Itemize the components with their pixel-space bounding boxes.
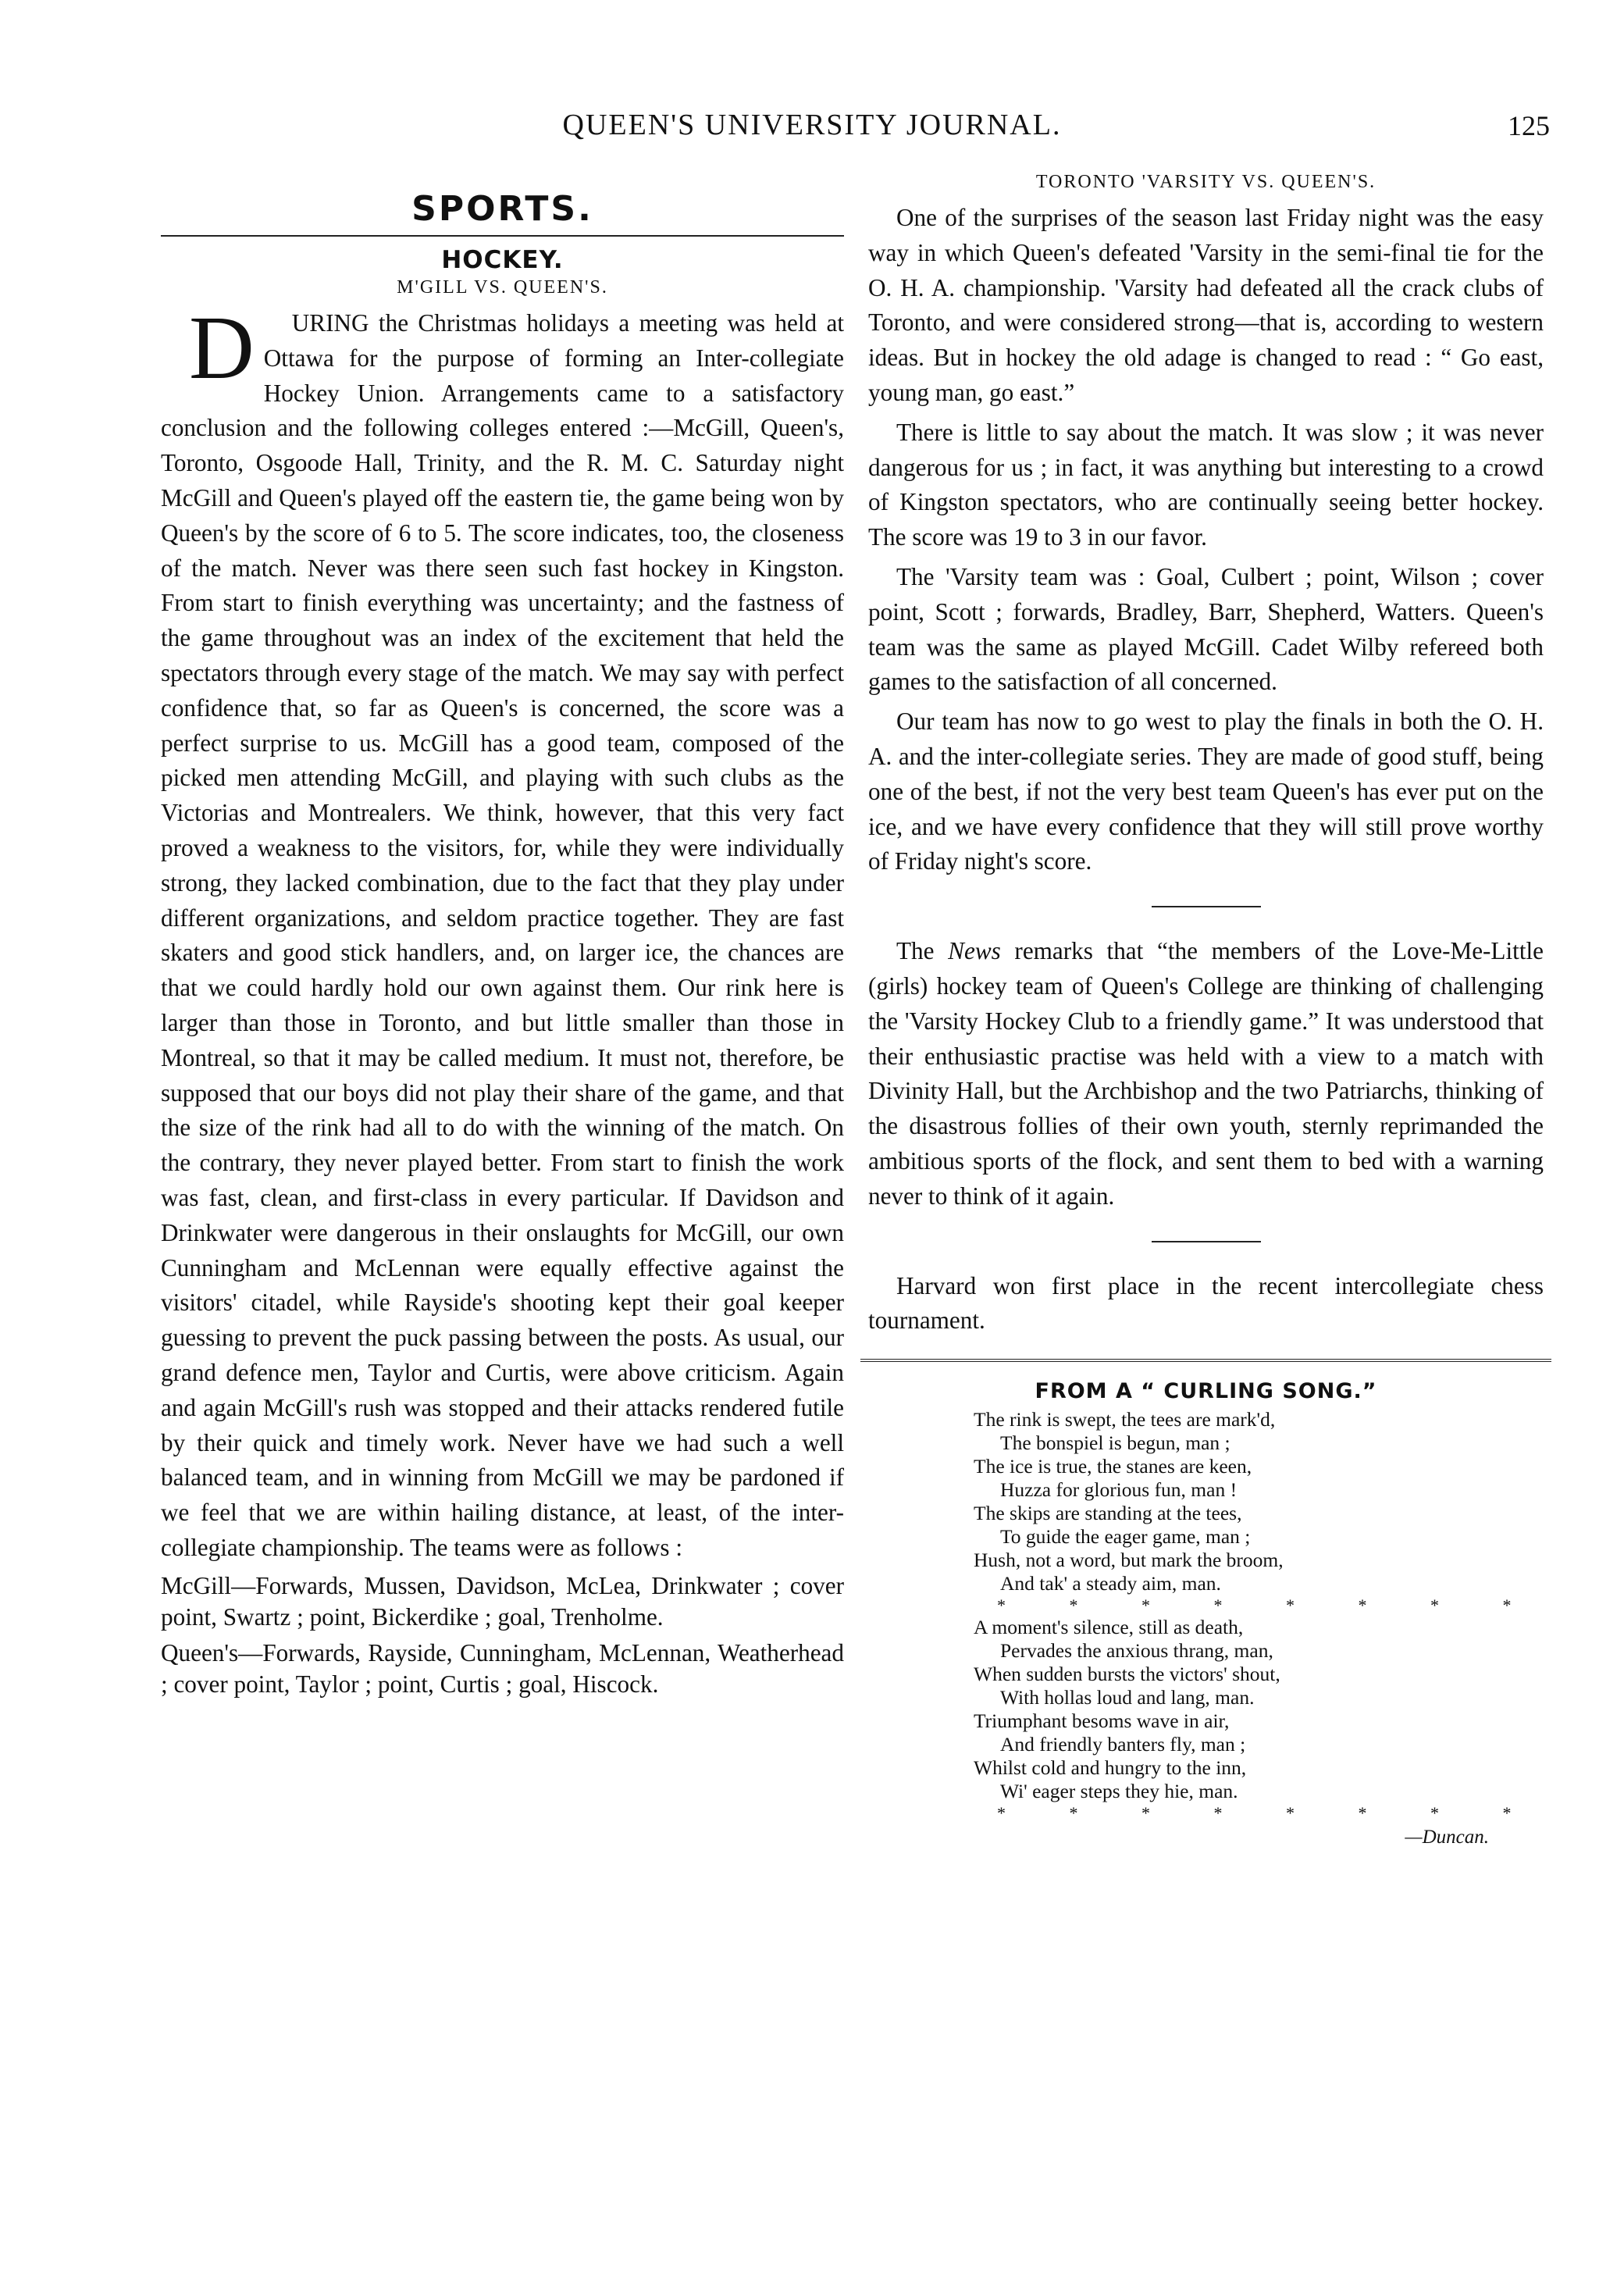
poem-line: And friendly banters fly, man ; — [1000, 1733, 1246, 1756]
poem-line: With hollas loud and lang, man. — [1000, 1686, 1255, 1709]
left-column — [161, 172, 844, 1705]
news-text-start: The — [896, 937, 949, 965]
mcgill-report-paragraph — [161, 298, 844, 1566]
toronto-paragraph-4: Our team has now to go west to play the finals in both the O. H. A. and the inter-collegiate series. They are made of good stuff, being one of the best, if not the very best team Queen's has ever put on the ice, and we have every confidence that they will still prove worthy of Friday night's score. — [868, 708, 1544, 875]
toronto-paragraph-3: The 'Varsity team was : Goal, Culbert ; point, Wilson ; cover point, Scott ; forwards, Bradley, Barr, Shepherd, Watters. Queen's team was the same as played McGill. Cadet Wilby refereed both games to the satisfaction of all concerned. — [868, 562, 1544, 696]
mcgill-subheading: M'GILL VS. QUEEN'S. — [397, 277, 608, 298]
poem-line: And tak' a steady aim, man. — [1000, 1572, 1221, 1595]
hockey-heading: HOCKEY. — [441, 246, 564, 274]
poem-line: Whilst cold and hungry to the inn, — [974, 1756, 1247, 1780]
short-rule — [1152, 1241, 1261, 1242]
poem-line: Pervades the anxious thrang, man, — [1000, 1639, 1273, 1663]
toronto-paragraph-1: One of the surprises of the season last Friday night was the easy way in which Queen's defeated 'Varsity in the semi-final tie for the O. H. A. championship. 'Varsity had defeated all the crack clubs of Toronto, and were considered strong—that is, according to western ideas. But in hockey the old adage is changed to read : “ Go east, young man, go east.” — [868, 204, 1544, 406]
news-italic: News — [948, 937, 1001, 965]
news-text-rest: remarks that “the members of the Love-Me-Little (girls) hockey team of Queen's College are thinking of challenging the 'Varsity Hockey Club to a friendly game.” It was understood that their enthusiastic practise was held with a view to a match with Divinity Hall, but the Archbishop and the two Patriarchs, thinking of the disastrous follies of their own youth, sternly reprimanded the ambitious sports of the flock, and sent them to bed with a warning never to think of it again. — [868, 937, 1544, 1210]
harvard-paragraph: Harvard won first place in the recent intercollegiate chess tournament. — [868, 1271, 1544, 1335]
right-column — [868, 172, 1544, 1848]
poem-line: Huzza for glorious fun, man ! — [1000, 1478, 1238, 1502]
poem-line: Hush, not a word, but mark the broom, — [974, 1549, 1284, 1572]
poem-line: The skips are standing at the tees, — [974, 1502, 1242, 1525]
poem-line: To guide the eager game, man ; — [1000, 1525, 1251, 1549]
star-separator: * * * * * * * * — [997, 1595, 1541, 1616]
drop-cap: D — [189, 298, 255, 398]
poem-line: The bonspiel is begun, man ; — [1000, 1431, 1230, 1455]
short-rule — [1152, 906, 1261, 907]
toronto-subheading: TORONTO 'VARSITY VS. QUEEN'S. — [1035, 172, 1376, 192]
poem-line: The ice is true, the stanes are keen, — [974, 1455, 1252, 1478]
news-paragraph — [868, 934, 1544, 1214]
poem-line: The rink is swept, the tees are mark'd, — [974, 1408, 1276, 1431]
poem-line: Wi' eager steps they hie, man. — [1000, 1780, 1238, 1803]
star-separator: * * * * * * * * — [997, 1803, 1541, 1823]
page-number: 125 — [1508, 110, 1550, 141]
section-rule — [161, 235, 844, 237]
mcgill-report-text: URING the Christmas holidays a meeting was held at Ottawa for the purpose of forming an Inter-collegiate Hockey Union. Arrangements came to a satisfactory conclusion and the following colleges entered :—McGill, Queen's, Toronto, Osgoode Hall, Trinity, and the R. M. C. Saturday night McGill and Queen's played off the eastern tie, the game being won by Queen's by the score of 6 to 5. The score indicates, too, the closeness of the match. Never was there seen such fast hockey in Kingston. From start to finish everything was uncertainty; and the fastness of the game throughout was an index of the excitement that held the spectators through every stage of the match. We may say with perfect confidence that, so far as Queen's is concerned, the score was a perfect surprise to us. McGill has a good team, composed of the picked men attending McGill, and playing with such clubs as the Victorias and Montrealers. We think, however, that this very fact proved a weakness to the visitors, for, while they were individually strong, they lacked combination, due to the fact that they play under different organizations, and seldom practice together. They are fast skaters and good stick handlers, and, on larger ice, the chances are that we could hardly hold our own against them. Our rink here is larger than those in Toronto, and but little smaller than those in Montreal, so that it may be called medium. It must not, therefore, be supposed that our boys did not play their share of the game, and that the size of the rink had all to do with the winning of the match. On the contrary, they never played better. From start to finish the work was fast, clean, and first-class in every particular. If Davidson and Drinkwater were dangerous in their onslaughts for McGill, our own Cunningham and McLennan were equally effective against the visitors' citadel, while Rayside's shooting kept their goal keeper guessing to prevent the puck passing between the posts. As usual, our grand defence men, Taylor and Curtis, were above criticism. Again and again McGill's rush was stopped and their attacks rendered futile by their quick and timely work. Never have we had such a well balanced team, and in winning from McGill we may be pardoned if we feel that we are within hailing distance, at least, of the inter-collegiate championship. The teams were as follows : — [161, 309, 844, 1561]
poem-line: Triumphant besoms wave in air, — [974, 1709, 1230, 1733]
toronto-paragraph-2: There is little to say about the match. It was slow ; it was never dangerous for us ; in fact, it was anything but interesting to a crowd of Kingston spectators, who are continually seeing better hockey. The score was 19 to 3 in our favor. — [868, 418, 1544, 551]
queens-team-lineup: Queen's—Forwards, Rayside, Cunningham, McLennan, Weatherhead ; cover point, Taylor ; point, Curtis ; goal, Hiscock. — [161, 1638, 844, 1698]
curling-song-poem — [974, 1408, 1544, 1823]
double-rule — [860, 1359, 1551, 1365]
poem-line: A moment's silence, still as death, — [974, 1616, 1244, 1639]
mcgill-team-lineup: McGill—Forwards, Mussen, Davidson, McLea, Drinkwater ; cover point, Swartz ; point, Bickerdike ; goal, Trenholme. — [161, 1571, 844, 1631]
poem-title: FROM A “ CURLING SONG.” — [1035, 1379, 1377, 1404]
running-title: QUEEN'S UNIVERSITY JOURNAL. — [562, 109, 1062, 141]
poem-author: —Duncan. — [1405, 1827, 1489, 1848]
sports-heading: SPORTS. — [411, 189, 593, 229]
poem-line: When sudden bursts the victors' shout, — [974, 1663, 1280, 1686]
